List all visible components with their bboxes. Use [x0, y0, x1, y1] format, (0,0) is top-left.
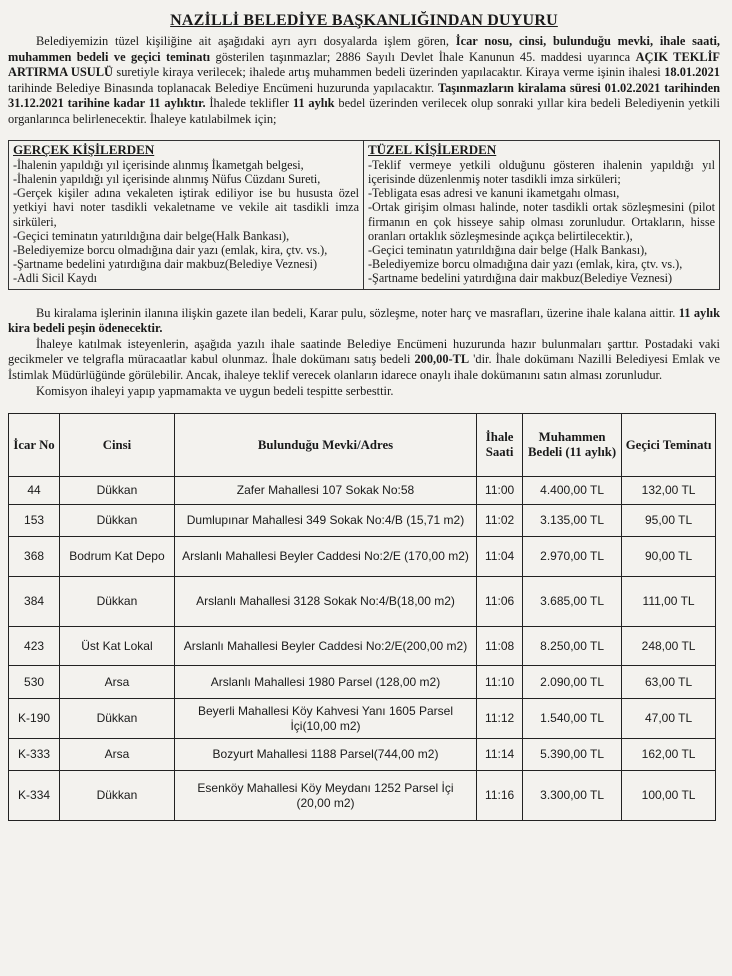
icar-no-cell: 153: [9, 505, 60, 537]
address-cell: [174, 627, 476, 666]
lease-period: Taşınmazların kiralama süresi 01.02.2021 tarihinden 31.12.2021 tarihine kadar 11 aylıktır.: [8, 80, 720, 111]
table-row: [9, 505, 716, 537]
address-line: İçi(10,00 m2): [290, 718, 361, 733]
address-cell: [174, 771, 476, 821]
type-cell: Dükkan: [60, 477, 175, 505]
deposit-cell: 90,00 TL: [622, 537, 716, 577]
requirement-item: -Şartname bedelini yatırdığına dair makbuz(Belediye Veznesi): [13, 257, 318, 272]
address-cell: [174, 739, 476, 771]
table-row: [9, 666, 716, 699]
header-deposit: Geçici Teminatı: [622, 414, 716, 477]
address-line: Beyerli Mahallesi Köy Kahvesi Yanı 1605 Parsel: [197, 703, 453, 718]
intro-text: bedel üzerinden verilecek olup sonraki yıllar kira bedeli Belediyenin yetkili organlarınca belirlenecektir. İhaleye katılabilmek için;: [8, 96, 720, 126]
tender-time-cell: 11:16: [477, 771, 523, 821]
advance-payment-note: 11 aylık kira bedeli peşin ödenecektir.: [8, 305, 720, 336]
requirement-item: -Şartname bedelini yatırdığına dair makbuz(Belediye Veznesi): [368, 271, 673, 286]
intro-text: İhalede teklifler: [205, 96, 293, 111]
intro-text: gösterilen taşınmazlar; 2886 Sayılı Devlet İhale Kanunun 45. maddesi uyarınca: [210, 49, 636, 64]
requirement-item: -Gerçek kişiler adına vekaleten iştirak ediliyor ise bu hususta özel yetkiyi havi noter tasdikli vekaletname ve vekile ait tasdikli imza sirküleri,: [13, 186, 359, 229]
intro-text: tarihinde Belediye Binasında toplanacak Belediye Encümeni huzurunda yapılacaktır.: [8, 80, 438, 95]
estimated-price-cell: 4.400,00 TL: [523, 477, 622, 505]
commission-note: Komisyon ihaleyi yapıp yapmamakta ve uygun bedeli tespitte serbesttir.: [36, 383, 394, 398]
header-address: Bulunduğu Mevki/Adres: [174, 414, 476, 477]
type-cell: Bodrum Kat Depo: [60, 537, 175, 577]
type-cell: Dükkan: [60, 505, 175, 537]
type-cell: Dükkan: [60, 699, 175, 739]
deposit-cell: 111,00 TL: [622, 577, 716, 627]
address-line: Arslanlı Mahallesi 3128 Sokak No:4/B(18,00 m2): [196, 594, 455, 609]
type-cell: Arsa: [60, 739, 175, 771]
address-line: Dumlupınar Mahallesi 349 Sokak No:4/B (15,71 m2): [186, 513, 465, 528]
page-title: NAZİLLİ BELEDİYE BAŞKANLIĞINDAN DUYURU: [170, 12, 558, 29]
requirement-item: -Belediyemize borcu olmadığına dair yazı (emlak, kira, çtv. vs.),: [13, 242, 328, 257]
legal-persons-column: [364, 141, 719, 289]
requirement-item: -İhalenin yapıldığı yıl içerisinde alınmış Nüfus Cüzdanı Sureti,: [13, 171, 321, 186]
estimated-price-cell: 3.300,00 TL: [523, 771, 622, 821]
tender-time-cell: 11:00: [477, 477, 523, 505]
deposit-cell: 162,00 TL: [622, 739, 716, 771]
estimated-price-cell: 5.390,00 TL: [523, 739, 622, 771]
table-row: [9, 627, 716, 666]
address-line: Bozyurt Mahallesi 1188 Parsel(744,00 m2): [212, 747, 439, 762]
address-cell: [174, 699, 476, 739]
requirement-item: -Tebligata esas adresi ve kanuni ikametgahı olması,: [368, 186, 620, 201]
estimated-price-cell: 1.540,00 TL: [523, 699, 622, 739]
legal-persons-heading: TÜZEL KİŞİLERDEN: [368, 141, 497, 157]
tender-time-cell: 11:06: [477, 577, 523, 627]
table-body: [9, 477, 716, 821]
address-cell: [174, 477, 476, 505]
estimated-price-cell: 2.090,00 TL: [523, 666, 622, 699]
requirement-item: -Teklif vermeye yetkili olduğunu gösteren ihalenin yapıldığı yıl içerisinde düzenlenmiş noter tasdikli imza sirküleri;: [368, 157, 715, 186]
icar-no-cell: K-333: [9, 739, 60, 771]
tender-table: [8, 413, 716, 821]
real-persons-heading: GERÇEK KİŞİLERDEN: [13, 141, 155, 157]
address-line: (20,00 m2): [296, 795, 355, 810]
address-line: Arslanlı Mahallesi 1980 Parsel (128,00 m2): [210, 674, 441, 689]
type-cell: Üst Kat Lokal: [60, 627, 175, 666]
icar-no-cell: 44: [9, 477, 60, 505]
tender-date: 18.01.2021: [664, 65, 720, 80]
requirement-item: -Geçici teminatın yatırıldığına dair belge(Halk Bankası),: [13, 228, 290, 243]
header-estimated-price: Muhammen Bedeli (11 aylık): [523, 414, 622, 477]
estimated-price-cell: 2.970,00 TL: [523, 537, 622, 577]
intro-text: suretiyle kiraya verilecek; ihalede artış muhammen bedeli üzerinden yapılacaktır. Kiraya verme işinin ihalesi: [112, 65, 665, 80]
type-cell: Arsa: [60, 666, 175, 699]
tender-time-cell: 11:08: [477, 627, 523, 666]
icar-no-cell: 368: [9, 537, 60, 577]
requirement-item: -Geçici teminatın yatırıldığına dair belge (Halk Bankası),: [368, 242, 648, 257]
icar-no-cell: 423: [9, 627, 60, 666]
address-line: Arslanlı Mahallesi Beyler Caddesi No:2/E (170,00 m2): [182, 549, 469, 564]
icar-no-cell: 384: [9, 577, 60, 627]
icar-no-cell: 530: [9, 666, 60, 699]
deposit-cell: 248,00 TL: [622, 627, 716, 666]
table-header-row: [9, 414, 716, 477]
tender-time-cell: 11:14: [477, 739, 523, 771]
intro-paragraph: [8, 34, 720, 128]
requirement-item: -Ortak girişim olması halinde, noter tasdikli ortak sözleşmesini (pilot firmanın en çok hisseye sahip olması zorunludur. Ortakların, hisse oranları ortaklık sözleşmesinde açıkça belirtilecektir.),: [368, 200, 715, 243]
table-row: [9, 739, 716, 771]
requirement-item: -Belediyemize borcu olmadığına dair yazı (emlak, kira, çtv. vs.),: [368, 257, 683, 272]
outro-paragraphs: [8, 306, 720, 400]
document-fee: 200,00-TL: [414, 352, 470, 367]
header-cinsi: Cinsi: [60, 414, 175, 477]
table-row: [9, 771, 716, 821]
icar-no-cell: K-334: [9, 771, 60, 821]
address-line: Arslanlı Mahallesi Beyler Caddesi No:2/E(200,00 m2): [183, 638, 468, 653]
tender-method: AÇIK TEKLİF ARTIRMA USULÜ: [8, 49, 720, 80]
estimated-price-cell: 8.250,00 TL: [523, 627, 622, 666]
attendance-text: 'dir. İhale dokümanı Nazilli Belediyesi Emlak ve İstimlak Müdürlüğünde görülebilir. Ancak, ihaleye teklif verecek olanların idarece onaylı ihale dokümanını satın alması zorunludur.: [8, 352, 720, 382]
address-cell: [174, 537, 476, 577]
type-cell: Dükkan: [60, 577, 175, 627]
table-row: [9, 699, 716, 739]
estimated-price-cell: 3.135,00 TL: [523, 505, 622, 537]
type-cell: Dükkan: [60, 771, 175, 821]
intro-bold-fields: İcar nosu, cinsi, bulunduğu mevki, ihale saati, muhammen bedeli ve geçici teminatı: [8, 34, 720, 64]
address-cell: [174, 505, 476, 537]
icar-no-cell: K-190: [9, 699, 60, 739]
address-line: Esenköy Mahallesi Köy Meydanı 1252 Parsel İçi: [197, 780, 454, 795]
tender-time-cell: 11:04: [477, 537, 523, 577]
address-cell: [174, 577, 476, 627]
deposit-cell: 100,00 TL: [622, 771, 716, 821]
costs-text: Bu kiralama işlerinin ilanına ilişkin gazete ilan bedeli, Karar pulu, sözleşme, noter harç ve masrafları, üzerine ihale kalana aittir.: [36, 305, 679, 320]
tender-time-cell: 11:10: [477, 666, 523, 699]
header-tender-time: İhale Saati: [477, 414, 523, 477]
table-row: [9, 477, 716, 505]
deposit-cell: 47,00 TL: [622, 699, 716, 739]
table-row: [9, 577, 716, 627]
table-row: [9, 537, 716, 577]
attendance-text: İhaleye katılmak isteyenlerin, aşağıda yazılı ihale saatinde Belediye Encümeni huzurunda hazır bulunmaları şarttır. Postadaki vaki gecikmeler ve telgrafla müracaatlar kabul olunmaz. İhale dokümanı satış bedeli: [8, 336, 720, 367]
requirements-box: [8, 140, 720, 290]
deposit-cell: 63,00 TL: [622, 666, 716, 699]
header-icar-no: İcar No: [9, 414, 60, 477]
address-cell: [174, 666, 476, 699]
requirement-item: -Adli Sicil Kaydı: [13, 271, 97, 286]
requirement-item: -İhalenin yapıldığı yıl içerisinde alınmış İkametgah belgesi,: [13, 157, 304, 172]
deposit-cell: 95,00 TL: [622, 505, 716, 537]
bid-period: 11 aylık: [292, 96, 335, 111]
intro-text: Belediyemizin tüzel kişiliğine ait aşağıdaki ayrı ayrı dosyalarda işlem gören,: [36, 34, 456, 48]
real-persons-column: [9, 141, 364, 289]
address-line: Zafer Mahallesi 107 Sokak No:58: [236, 483, 415, 498]
tender-time-cell: 11:12: [477, 699, 523, 739]
estimated-price-cell: 3.685,00 TL: [523, 577, 622, 627]
tender-time-cell: 11:02: [477, 505, 523, 537]
deposit-cell: 132,00 TL: [622, 477, 716, 505]
